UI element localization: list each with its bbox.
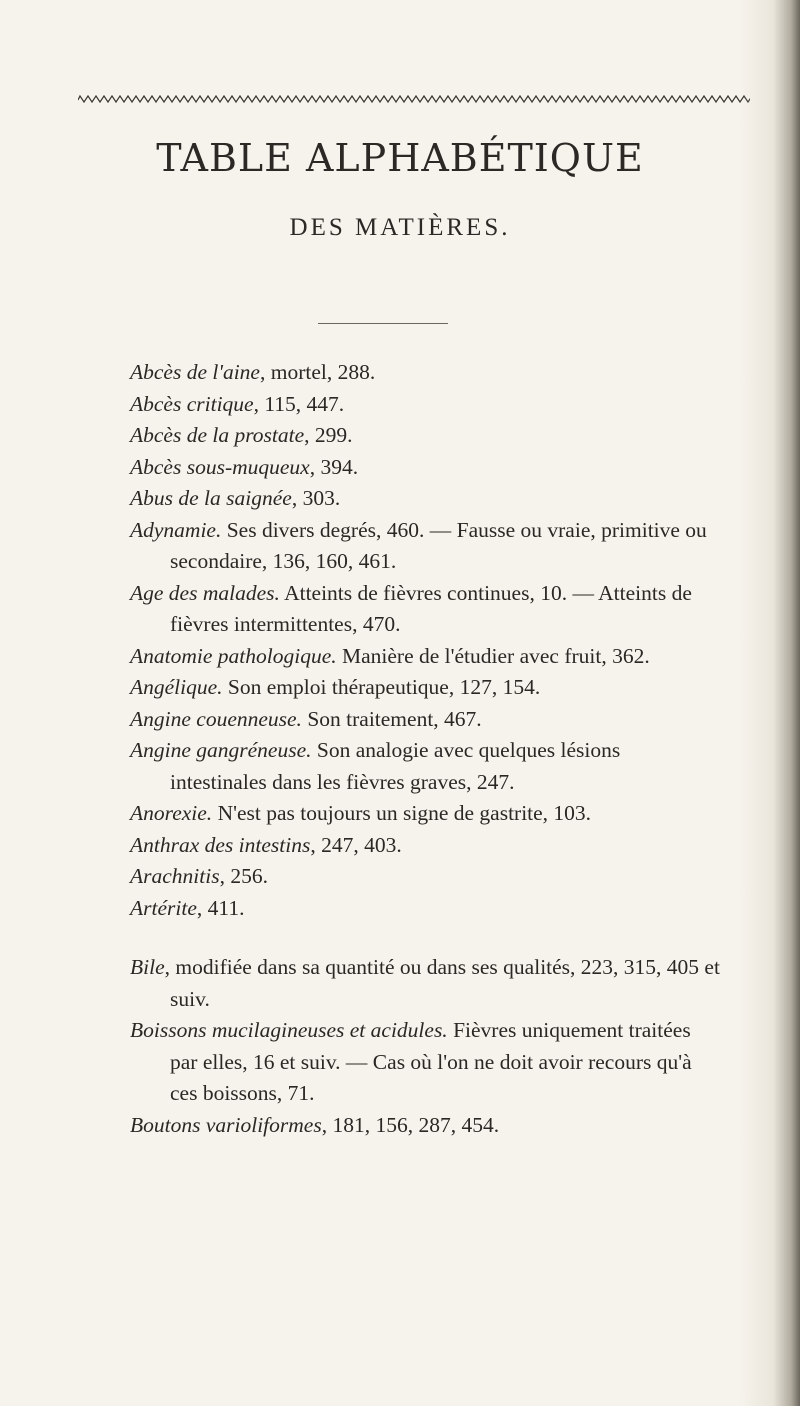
entry-term: Boutons varioliformes: [130, 1112, 322, 1137]
entry-term: Anatomie pathologique.: [130, 643, 337, 668]
entry-text: Son analogie avec quelques lésions intestinales dans les fièvres graves, 247.: [170, 738, 621, 794]
separator-rule: [318, 323, 448, 324]
page-subtitle: DES MATIÈRES.: [289, 214, 511, 241]
page-edge-shadow: [740, 0, 800, 1406]
entry-term: Artérite: [130, 895, 197, 920]
index-entry: [130, 452, 720, 484]
index-entry: [130, 483, 720, 515]
entry-term: Adynamie.: [130, 517, 222, 542]
entry-term: Abcès de la prostate: [130, 423, 305, 447]
entry-text: , mortel, 288.: [259, 360, 376, 384]
entry-term: Bile: [130, 955, 165, 979]
entry-text: , 256.: [219, 864, 268, 888]
index-entries: [130, 357, 720, 1141]
entry-term: Age des malades.: [130, 580, 280, 605]
entry-term: Angine couenneuse.: [130, 706, 302, 731]
entry-text: Manière de l'étudier avec fruit, 362.: [336, 643, 650, 668]
index-entry: [130, 704, 720, 736]
entry-term: Angélique.: [130, 675, 223, 699]
index-entry: [130, 578, 720, 641]
index-entry: [130, 515, 720, 578]
entry-term: Boissons mucilagineuses et acidules.: [130, 1018, 448, 1042]
entry-text: , 303.: [291, 486, 341, 510]
entry-text: Atteints de fièvres continues, 10. — Atteints de fièvres intermittentes, 470.: [170, 580, 692, 636]
entry-text: Ses divers degrés, 460. — Fausse ou vraie, primitive ou secondaire, 136, 160, 461.: [170, 517, 707, 573]
index-entry: [130, 389, 720, 421]
index-entry: [130, 1015, 720, 1110]
entry-term: Arachnitis: [130, 864, 220, 888]
entry-text: , 394.: [309, 454, 359, 479]
entry-term: Anorexie.: [130, 801, 213, 825]
entry-text: , 299.: [304, 423, 353, 447]
index-entry: [130, 735, 720, 798]
index-entry: [130, 641, 720, 673]
page-title: TABLE ALPHABÉTIQUE: [156, 136, 644, 180]
entry-term: Abcès de l'aine: [130, 360, 260, 384]
entry-term: Abcès sous-muqueux: [130, 454, 310, 479]
entry-term: Abcès critique: [130, 391, 254, 416]
index-entry: [130, 420, 720, 452]
index-entry: [130, 861, 720, 893]
entry-text: , 411.: [196, 895, 245, 920]
index-entry: [130, 798, 720, 830]
index-entry: [130, 893, 720, 925]
entry-term: Anthrax des intestins: [130, 832, 311, 857]
entry-term: Abus de la saignée: [130, 486, 292, 510]
index-entry: [130, 672, 720, 704]
entry-text: Son traitement, 467.: [301, 706, 482, 731]
decorative-rule-ornament: [78, 94, 750, 104]
index-entry: [130, 830, 720, 862]
index-entry: [130, 952, 720, 1015]
entry-text: , 247, 403.: [310, 832, 402, 857]
entry-text: N'est pas toujours un signe de gastrite, 103.: [212, 801, 592, 825]
entry-text: Son emploi thérapeutique, 127, 154.: [222, 675, 541, 699]
entry-text: , 115, 447.: [253, 391, 345, 416]
index-entry: [130, 1110, 720, 1142]
entry-term: Angine gangréneuse.: [130, 738, 312, 762]
letter-group-gap: [130, 924, 720, 952]
entry-text: , 181, 156, 287, 454.: [321, 1112, 500, 1137]
entry-text: , modifiée dans sa quantité ou dans ses qualités, 223, 315, 405 et suiv.: [164, 955, 720, 1011]
entry-text: Fièvres uniquement traitées par elles, 16 et suiv. — Cas où l'on ne doit avoir recours qu'à ces boissons, 71.: [170, 1018, 692, 1105]
index-entry: [130, 357, 720, 389]
